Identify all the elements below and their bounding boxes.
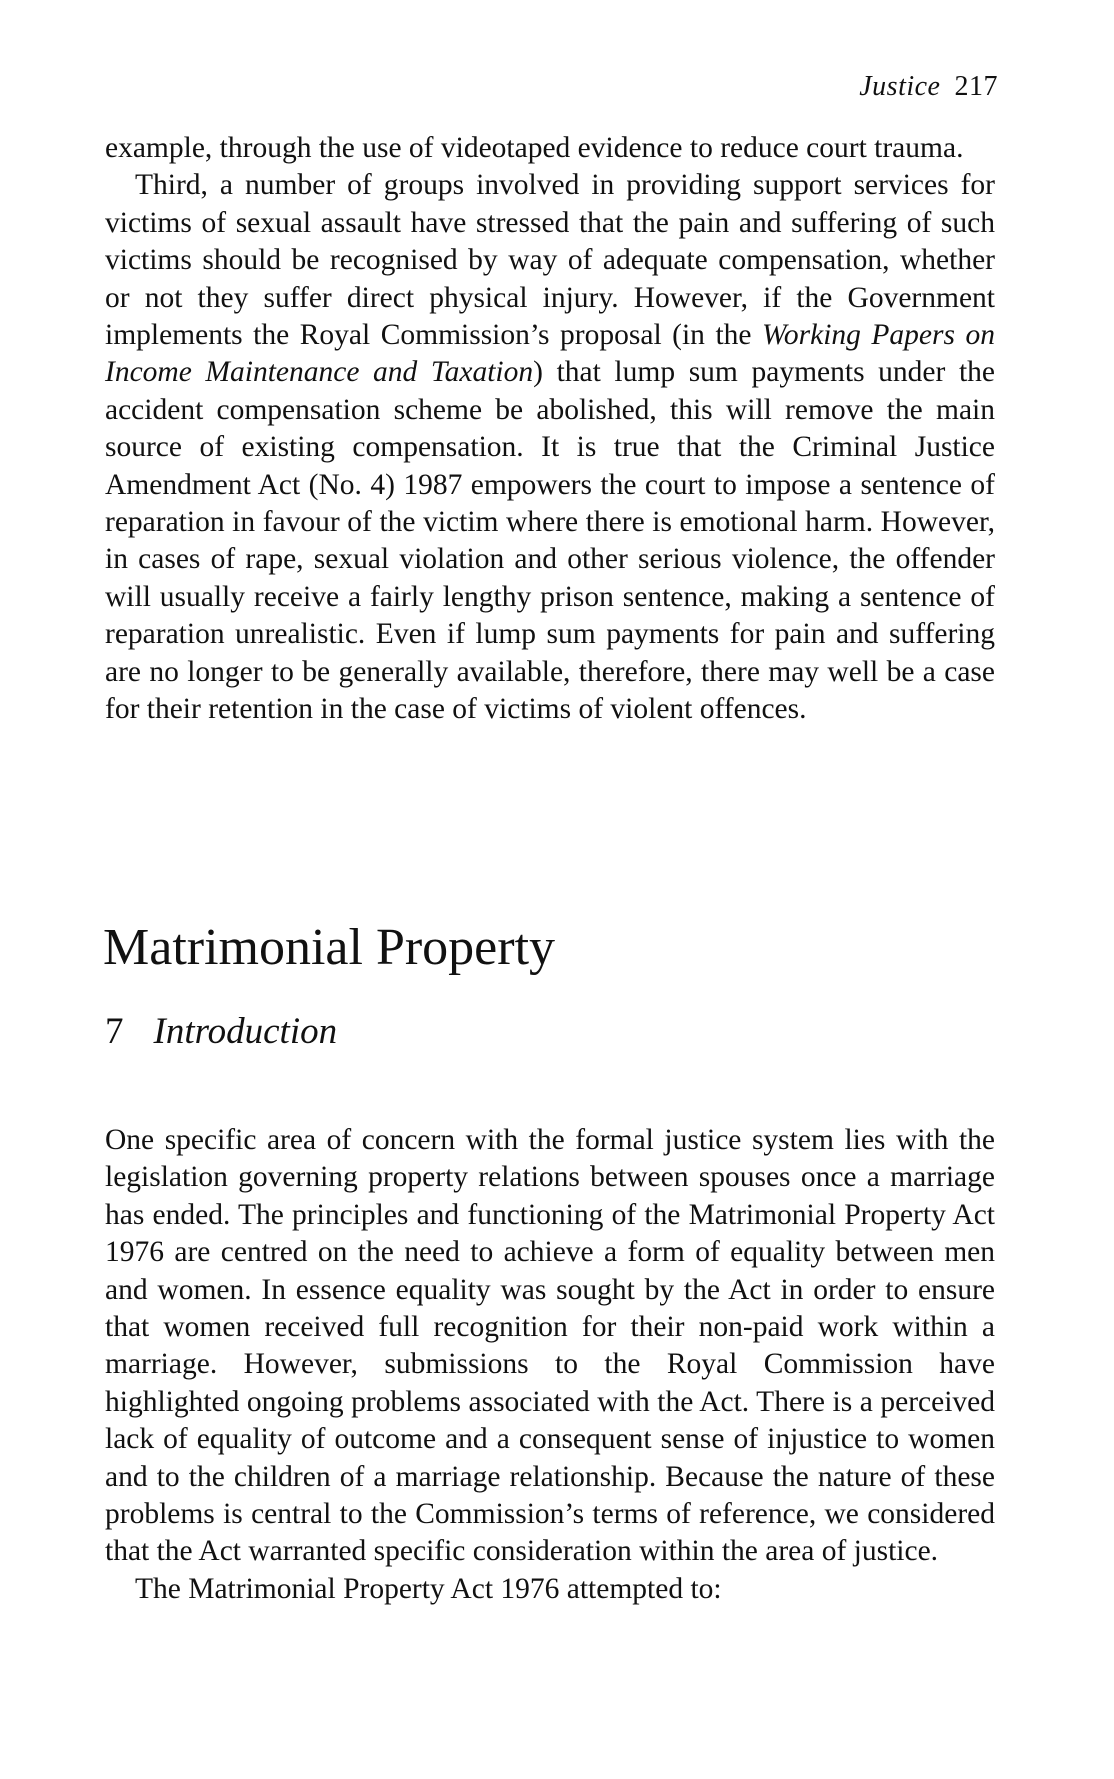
paragraph-text: Third, a number of groups involved in providing support services for victims of sexual assault have stressed that the pain and suffering of such victims should be recognised by way of adequate compensation, whether or not they suffer direct physical injury. However, if the Government implements the Royal Commission’s proposal (in the <box>105 169 995 352</box>
paragraph <box>105 167 995 728</box>
page-number: 217 <box>954 71 998 102</box>
paragraph-text: One specific area of concern with the formal justice system lies with the legislation governing property relations between spouses once a marriage has ended. The principles and functioning of the Matrimonial Property Act 1976 are centred on the need to achieve a form of equality between men and women. In essence equality was sought by the Act in order to ensure that women received full recognition for their non-paid work within a marriage. However, submissions to the Royal Commission have highlighted ongoing problems associated with the Act. There is a perceived lack of equality of outcome and a consequent sense of injustice to women and to the children of a marriage relationship. Because the nature of these problems is central to the Commission’s terms of reference, we considered that the Act warranted specific consideration within the area of justice. <box>105 1124 995 1568</box>
paragraph-text: The Matrimonial Property Act 1976 attempted to: <box>135 1572 722 1605</box>
section-number: 7 <box>105 1011 124 1052</box>
section-title: Introduction <box>153 1011 338 1052</box>
body-text-top <box>105 130 995 729</box>
chapter-title: Matrimonial Property <box>103 919 556 976</box>
italic-title: Working Papers on Income Maintenance and Taxation <box>105 319 995 389</box>
paragraph <box>105 1571 995 1608</box>
paragraph-text: ) that lump sum payments under the accident compensation scheme be abolished, this will remove the main source of existing compensation. It is true that the Criminal Justice Amendment Act (No. 4) 1987 empowers the court to impose a sentence of reparation in favour of the victim where there is emotional harm. However, in cases of rape, sexual violation and other serious violence, the offender will usually receive a fairly lengthy prison sentence, making a sentence of reparation unrealistic. Even if lump sum payments for pain and suffering are no longer to be generally available, therefore, there may well be a case for their retention in the case of victims of violent offences. <box>105 356 995 726</box>
running-head <box>859 70 998 104</box>
section-heading <box>105 1010 337 1054</box>
paragraph <box>105 130 995 167</box>
paragraph <box>105 1122 995 1571</box>
running-head-section: Justice <box>859 71 941 102</box>
body-text-bottom <box>105 1122 995 1608</box>
paragraph-text: example, through the use of videotaped evidence to reduce court trauma. <box>105 132 964 164</box>
